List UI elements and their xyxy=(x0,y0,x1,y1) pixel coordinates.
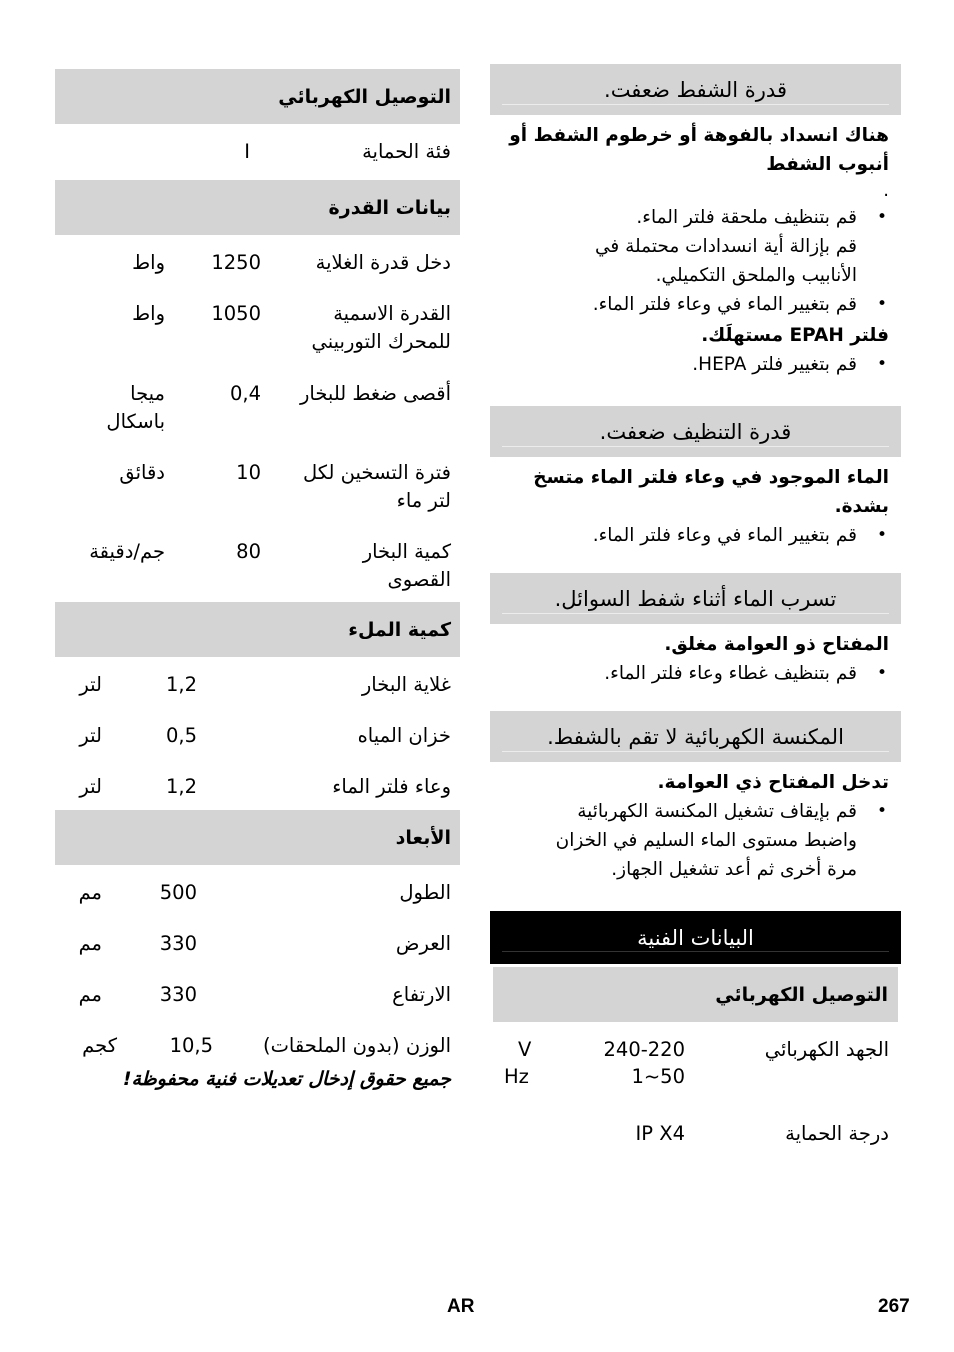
spec-row xyxy=(55,524,460,602)
remedy-item: • قم بتغيير فلتر HEPA. xyxy=(502,350,889,379)
remedy-list xyxy=(490,521,901,550)
trouble-cause: تدخل المفتاح ذي العوامة. xyxy=(657,772,889,793)
spec-unit: واط xyxy=(132,302,165,325)
remedy-list xyxy=(490,659,901,688)
fill-header: كمية الملء xyxy=(55,602,460,657)
spec-row xyxy=(55,657,460,708)
spec-label: العرض xyxy=(395,932,451,955)
spec-value: 330 xyxy=(159,983,197,1006)
spec-unit: جم/دقيقة xyxy=(89,540,165,563)
voltage-row xyxy=(490,1022,901,1106)
trouble-cause: فلتر EPAH مستهلَك. xyxy=(701,325,889,346)
spec-label: دخل قدرة الغلاية xyxy=(315,251,451,274)
spec-unit: مم xyxy=(78,932,102,955)
voltage-label: الجهد الكهربائي xyxy=(764,1038,889,1061)
spec-label: خزان المياه xyxy=(357,724,451,747)
spec-unit: لتر xyxy=(79,673,102,696)
spec-row xyxy=(55,708,460,759)
power-header: بيانات القدرة xyxy=(55,180,460,235)
spec-unit: مم xyxy=(78,983,102,1006)
remedy-item: • قم بتغيير الماء في وعاء فلتر الماء. xyxy=(502,521,889,550)
trouble-cause: المفتاح ذو العوامة مغلق. xyxy=(664,634,889,655)
remedy-item: • قم بتغيير الماء في وعاء فلتر الماء. xyxy=(502,290,889,319)
voltage-value: 240-220 xyxy=(603,1038,685,1061)
trouble-title-suction: قدرة الشفط ضعفت. xyxy=(490,64,901,115)
spec-value: 1,2 xyxy=(165,673,197,696)
spec-label: كمية البخار القصوى xyxy=(362,540,451,591)
remedy-item: • قم بإيقاف تشغيل المكنسة الكهربائية واضبط مستوى الماء السليم في الخزان مرة أخرى ثم أعد تشغيل الجهاز. xyxy=(502,797,889,884)
spec-value: 500 xyxy=(159,881,197,904)
spec-value: 10 xyxy=(236,461,261,484)
spec-table-column xyxy=(55,69,460,1090)
spec-value: 80 xyxy=(236,540,261,563)
trouble-title-leak: تسرب الماء أثناء شفط السوائل. xyxy=(490,573,901,624)
connection-header: التوصيل الكهربائي xyxy=(55,69,460,124)
spec-value: 10,5 xyxy=(169,1034,213,1057)
page-number: 267 xyxy=(878,1296,910,1317)
spec-row xyxy=(55,366,460,445)
spec-label: الطول xyxy=(399,881,451,904)
connection-header: التوصيل الكهربائي xyxy=(493,967,898,1022)
remedy-item: • قم بتنظيف غطاء وعاء فلتر الماء. xyxy=(502,659,889,688)
troubleshooting-column xyxy=(490,64,901,1158)
language-code: AR xyxy=(447,1296,475,1317)
spec-label: غلاية البخار xyxy=(361,673,451,696)
frequency-value: 1~50 xyxy=(631,1065,685,1088)
spec-value: 0,4 xyxy=(229,382,261,405)
spec-row xyxy=(55,865,460,916)
trouble-title-cleaning: قدرة التنظيف ضعفت. xyxy=(490,406,901,457)
spec-row xyxy=(55,967,460,1018)
spec-row xyxy=(55,445,460,524)
spec-row xyxy=(55,916,460,967)
spec-unit: كجم xyxy=(82,1034,117,1057)
spec-value: 0,5 xyxy=(165,724,197,747)
remedy-list xyxy=(490,203,901,319)
spec-unit: ميجا باسكال xyxy=(106,382,165,433)
spec-unit: دقائق xyxy=(119,461,165,484)
spec-value: 1050 xyxy=(211,302,261,325)
spec-label: وعاء فلتر الماء xyxy=(332,775,451,798)
spec-label: الارتفاع xyxy=(392,983,451,1006)
spec-value: 330 xyxy=(159,932,197,955)
dimensions-header: الأبعاد xyxy=(55,810,460,865)
spec-row xyxy=(55,235,460,286)
spec-value: 1250 xyxy=(211,251,261,274)
trouble-cause: هناك انسداد بالفوهة أو خرطوم الشفط أو أنبوب الشفط xyxy=(509,125,889,175)
spec-label: الوزن (بدون الملحقات) xyxy=(262,1034,451,1057)
rights-footnote: جميع حقوق إدخال تعديلات فنية محفوظة! xyxy=(122,1068,451,1090)
spec-unit: لتر xyxy=(79,724,102,747)
spec-label: فترة التسخين لكل لتر ماء xyxy=(302,461,451,512)
cause-period: . xyxy=(883,180,889,201)
voltage-unit: V xyxy=(518,1038,532,1061)
remedy-list xyxy=(490,797,901,884)
spec-label: أقصى ضغط للبخار xyxy=(299,382,451,405)
ip-label: درجة الحماية xyxy=(785,1122,889,1145)
spec-unit: مم xyxy=(78,881,102,904)
spec-unit: لتر xyxy=(79,775,102,798)
ip-value: IP X4 xyxy=(635,1122,685,1145)
spec-unit: واط xyxy=(132,251,165,274)
trouble-cause: الماء الموجود في وعاء فلتر الماء متسخ بشدة. xyxy=(533,467,889,517)
ip-row xyxy=(490,1106,901,1158)
spec-row xyxy=(55,759,460,810)
spec-row xyxy=(55,286,460,366)
spec-label: القدرة الاسمية للمحرك التوربيني xyxy=(311,302,451,353)
protection-label: فئة الحماية xyxy=(362,140,451,163)
protection-value: I xyxy=(244,140,250,163)
technical-data-title: البيانات الفنية xyxy=(490,909,901,964)
remedy-item: • قم بتنظيف ملحقة فلتر الماء. قم بإزالة أية انسدادات محتملة في الأنابيب والملحق التكميلي. xyxy=(502,203,889,290)
trouble-title-no-suction: المكنسة الكهربائية لا تقم بالشفط. xyxy=(490,711,901,762)
protection-row xyxy=(55,124,460,180)
frequency-unit: Hz xyxy=(504,1065,529,1088)
remedy-list xyxy=(490,350,901,379)
spec-value: 1,2 xyxy=(165,775,197,798)
spec-row xyxy=(55,1018,460,1064)
